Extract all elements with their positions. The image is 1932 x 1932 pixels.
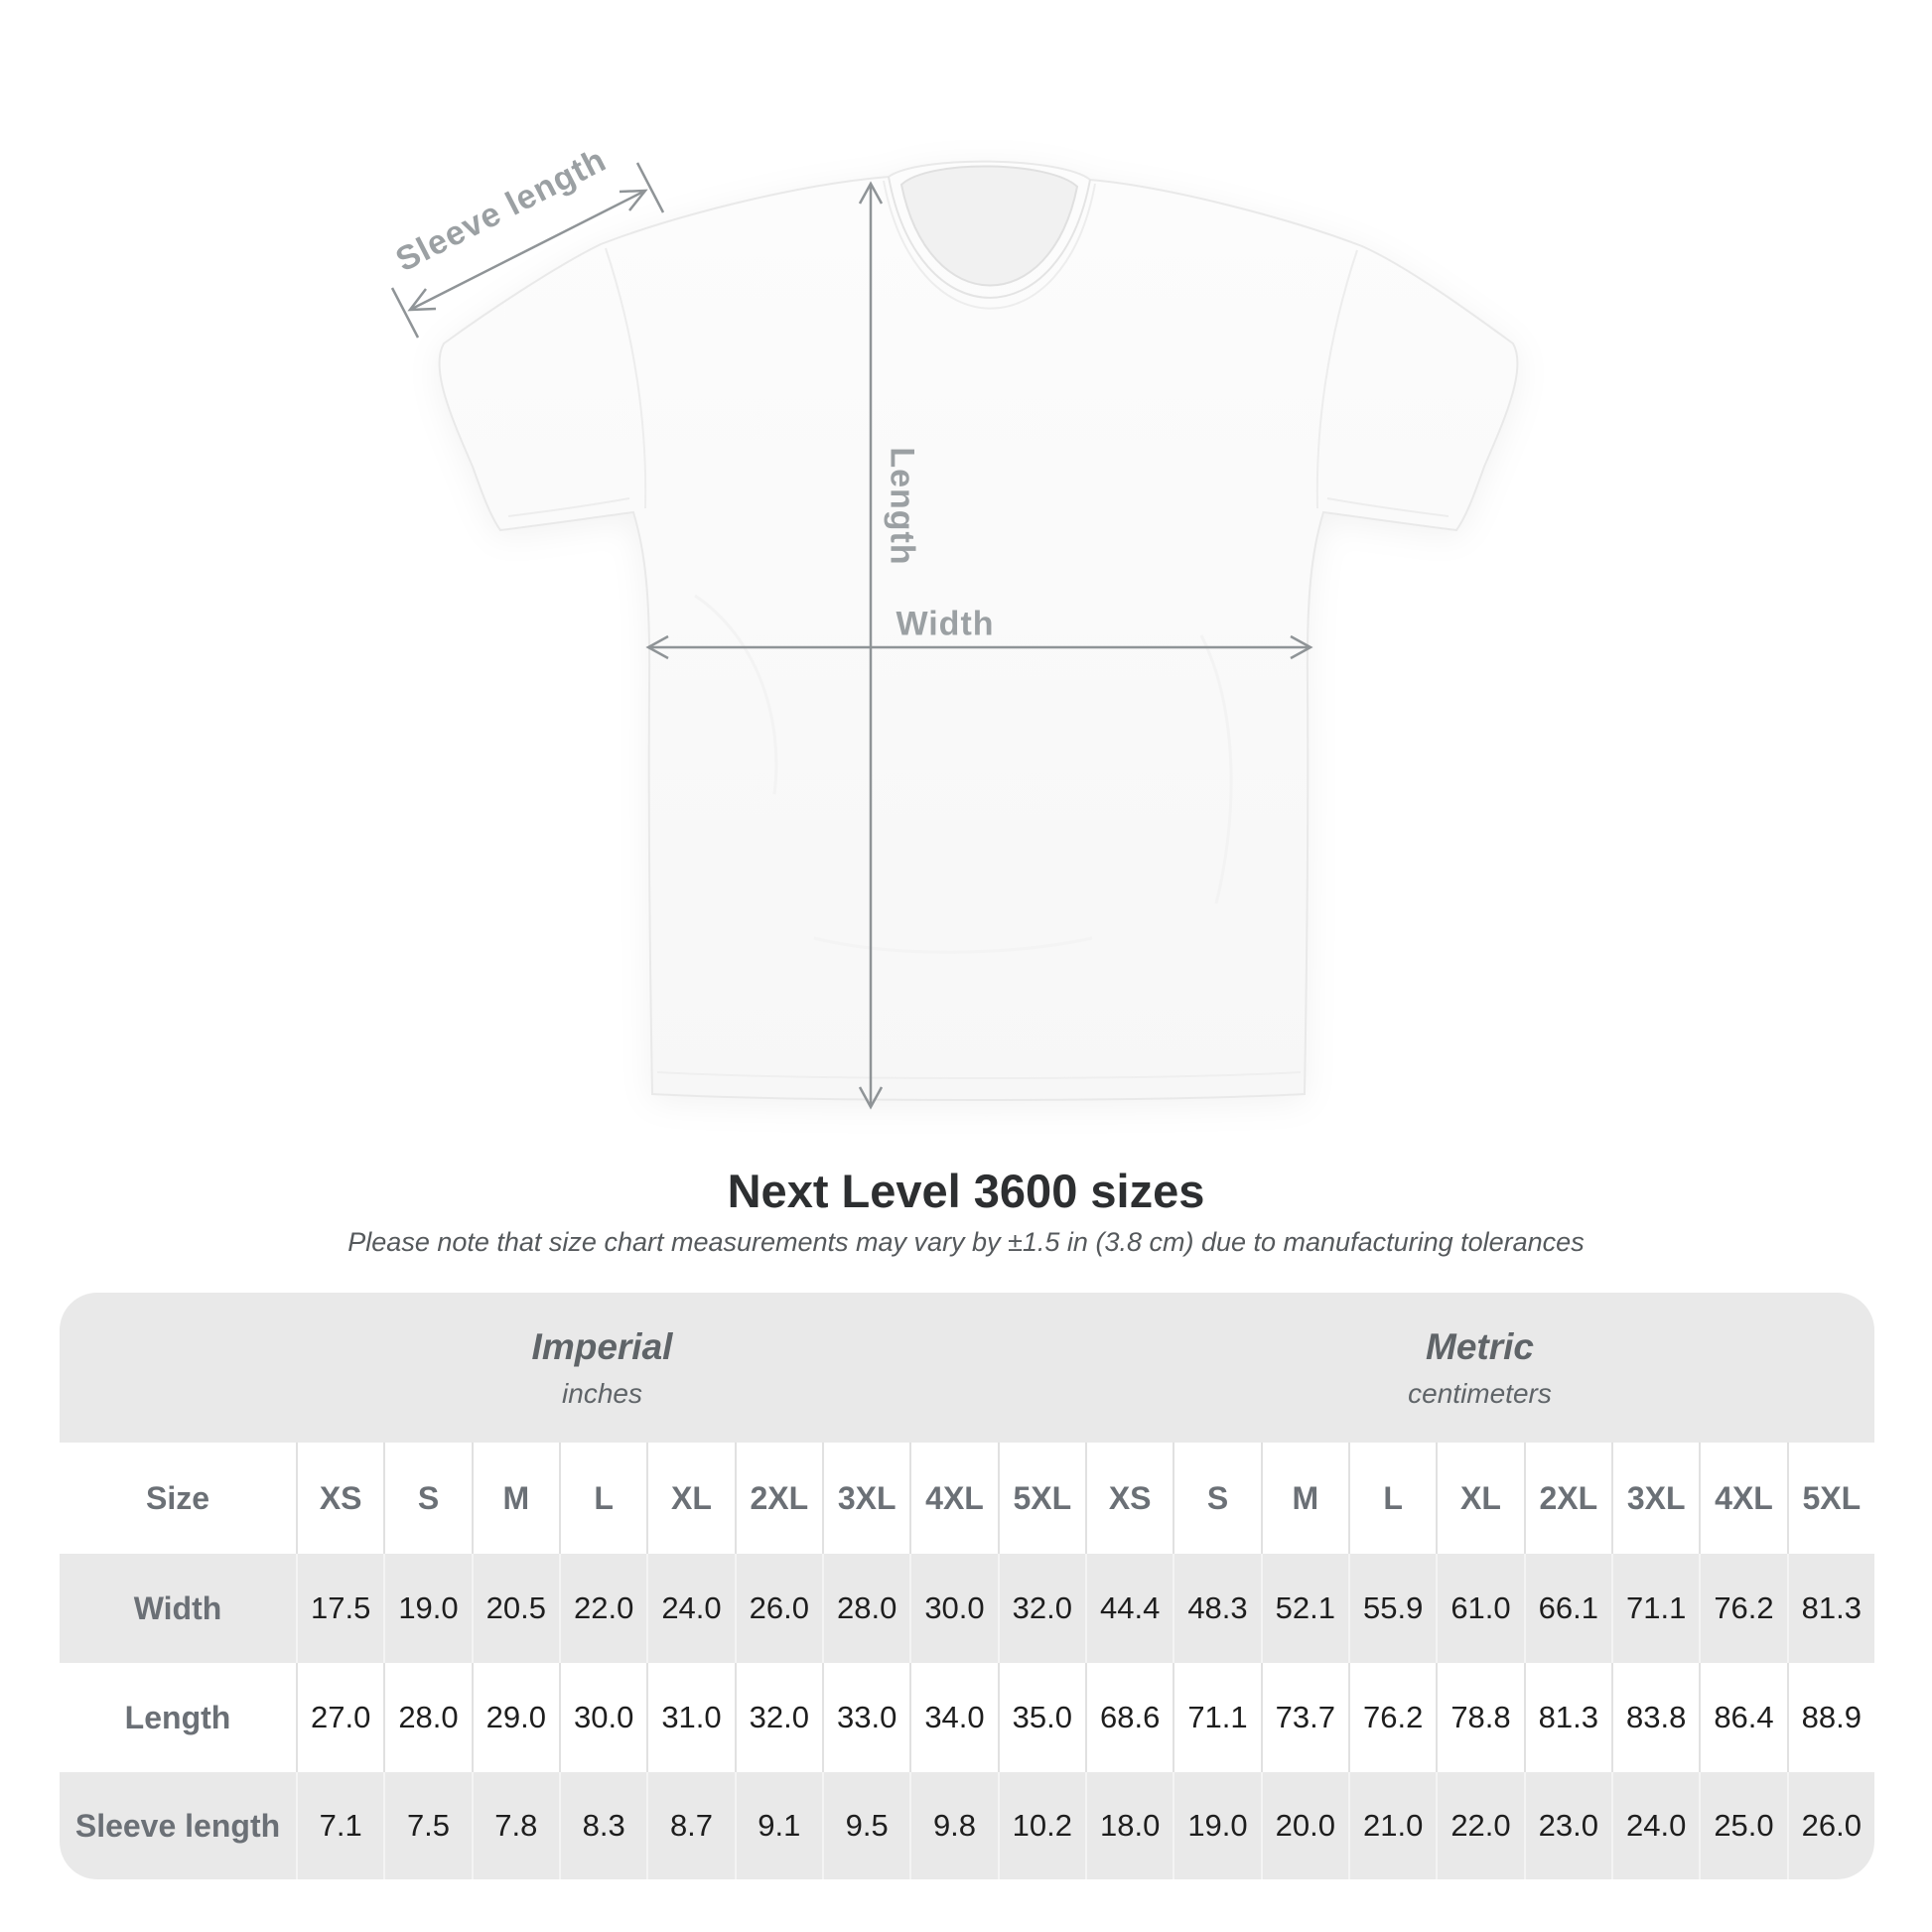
table-cell: 24.0 — [1611, 1772, 1699, 1879]
table-cell: 32.0 — [735, 1663, 822, 1772]
size-column-header: XL — [1436, 1443, 1523, 1554]
size-column-header: XS — [1085, 1443, 1173, 1554]
table-cell: 71.1 — [1611, 1554, 1699, 1663]
imperial-title: Imperial — [531, 1325, 673, 1367]
table-cell: 8.3 — [559, 1772, 646, 1879]
table-cell: 22.0 — [1436, 1772, 1523, 1879]
table-cell: 7.5 — [383, 1772, 471, 1879]
size-column-header: M — [472, 1443, 559, 1554]
table-cell: 34.0 — [909, 1663, 997, 1772]
table-cell: 9.1 — [735, 1772, 822, 1879]
table-cell: 66.1 — [1524, 1554, 1611, 1663]
imperial-subtitle: inches — [562, 1377, 642, 1409]
row-label-sleeve-length: Sleeve length — [74, 1807, 281, 1844]
page-title: Next Level 3600 sizes — [727, 1165, 1205, 1217]
size-column-header: 3XL — [822, 1443, 909, 1554]
table-cell: 10.2 — [998, 1772, 1085, 1879]
table-cell: 18.0 — [1085, 1772, 1173, 1879]
size-column-header: 2XL — [735, 1443, 822, 1554]
table-cell: 55.9 — [1348, 1554, 1436, 1663]
table-cell: 20.5 — [472, 1554, 559, 1663]
table-cell: 48.3 — [1173, 1554, 1260, 1663]
table-cell: 61.0 — [1436, 1554, 1523, 1663]
table-cell: 25.0 — [1699, 1772, 1786, 1879]
table-cell: 24.0 — [646, 1554, 734, 1663]
size-corner-label: Size — [60, 1443, 296, 1554]
row-label-length: Length — [60, 1663, 296, 1772]
table-cell: 78.8 — [1436, 1663, 1523, 1772]
table-cell: 28.0 — [383, 1663, 471, 1772]
table-cell: 19.0 — [1173, 1772, 1260, 1879]
table-cell: 44.4 — [1085, 1554, 1173, 1663]
size-column-header: 3XL — [1611, 1443, 1699, 1554]
size-column-header: S — [383, 1443, 471, 1554]
table-cell: 22.0 — [559, 1554, 646, 1663]
table-cell: 8.7 — [646, 1772, 734, 1879]
table-cell: 7.8 — [472, 1772, 559, 1879]
size-column-header: 5XL — [998, 1443, 1085, 1554]
table-cell: 26.0 — [1787, 1772, 1874, 1879]
table-cell: 9.5 — [822, 1772, 909, 1879]
table-cell: 17.5 — [296, 1554, 383, 1663]
table-cell: 32.0 — [998, 1554, 1085, 1663]
size-column-header: 2XL — [1524, 1443, 1611, 1554]
tolerance-note: Please note that size chart measurements may vary by ±1.5 in (3.8 cm) due to manufacturing tolerances — [347, 1227, 1585, 1257]
width-label: Width — [896, 605, 995, 643]
table-cell: 81.3 — [1787, 1554, 1874, 1663]
table-cell: 29.0 — [472, 1663, 559, 1772]
imperial-section-header — [60, 1293, 1085, 1443]
size-column-header: M — [1261, 1443, 1348, 1554]
size-column-header: 4XL — [1699, 1443, 1786, 1554]
table-cell: 20.0 — [1261, 1772, 1348, 1879]
size-column-header: XS — [296, 1443, 383, 1554]
table-cell: 33.0 — [822, 1663, 909, 1772]
size-column-header: S — [1173, 1443, 1260, 1554]
sleeve-length-label: Sleeve length — [389, 140, 613, 280]
size-column-header: XL — [646, 1443, 734, 1554]
table-cell: 26.0 — [735, 1554, 822, 1663]
table-cell: 7.1 — [296, 1772, 383, 1879]
table-cell: 86.4 — [1699, 1663, 1786, 1772]
size-column-header: 4XL — [909, 1443, 997, 1554]
table-cell: 88.9 — [1787, 1663, 1874, 1772]
table-cell: 31.0 — [646, 1663, 734, 1772]
table-cell: 21.0 — [1348, 1772, 1436, 1879]
metric-title: Metric — [1426, 1325, 1534, 1367]
table-cell: 83.8 — [1611, 1663, 1699, 1772]
table-cell: 68.6 — [1085, 1663, 1173, 1772]
table-cell: 71.1 — [1173, 1663, 1260, 1772]
size-column-header: L — [1348, 1443, 1436, 1554]
table-cell: 52.1 — [1261, 1554, 1348, 1663]
table-cell: 30.0 — [559, 1663, 646, 1772]
row-label-width: Width — [133, 1589, 222, 1626]
metric-section-header — [1085, 1293, 1874, 1443]
table-cell: 9.8 — [909, 1772, 997, 1879]
table-cell: 28.0 — [822, 1554, 909, 1663]
table-cell: 30.0 — [909, 1554, 997, 1663]
table-cell: 19.0 — [383, 1554, 471, 1663]
metric-subtitle: centimeters — [1408, 1377, 1552, 1409]
table-cell: 27.0 — [296, 1663, 383, 1772]
table-cell: 35.0 — [998, 1663, 1085, 1772]
table-cell: 73.7 — [1261, 1663, 1348, 1772]
size-column-header: L — [559, 1443, 646, 1554]
size-table — [60, 1293, 1874, 1879]
table-cell: 81.3 — [1524, 1663, 1611, 1772]
table-cell: 23.0 — [1524, 1772, 1611, 1879]
table-cell: 76.2 — [1699, 1554, 1786, 1663]
size-column-header: 5XL — [1787, 1443, 1874, 1554]
table-cell: 76.2 — [1348, 1663, 1436, 1772]
length-label: Length — [883, 447, 921, 566]
